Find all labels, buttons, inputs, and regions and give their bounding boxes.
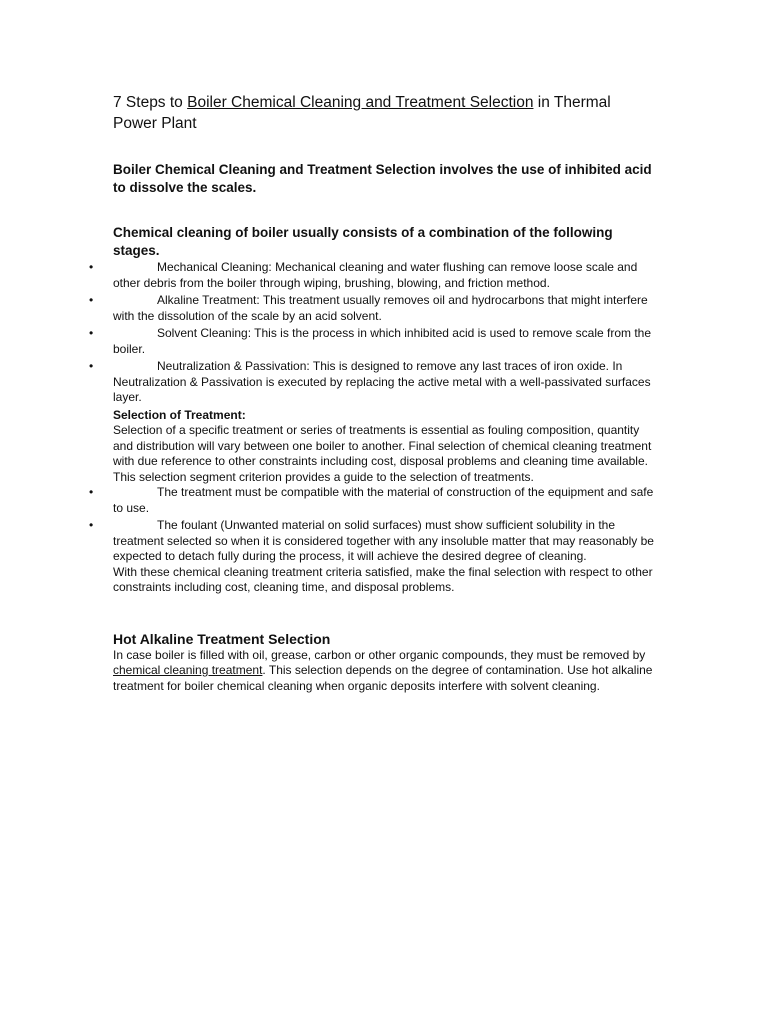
stages-heading: Chemical cleaning of boiler usually consists of a combination of the following stages. bbox=[113, 225, 613, 258]
bullet-icon: • bbox=[89, 518, 94, 532]
hot-alkaline-text: In case boiler is filled with oil, grease, carbon or other organic compounds, they must be removed by bbox=[113, 647, 646, 662]
list-item-text: Alkaline Treatment: This treatment usually removes oil and hydrocarbons that might interfere with the dissolution of the scale by an acid solvent. bbox=[113, 293, 648, 323]
title-prefix: 7 Steps to bbox=[113, 94, 188, 111]
list-item-text: Neutralization & Passivation: This is designed to remove any last traces of iron oxide. In Neutralization & Passivation is executed by replacing the active metal with a well-passivated surfaces layer. bbox=[113, 359, 651, 404]
list-item bbox=[89, 518, 658, 565]
title-link[interactable]: Boiler Chemical Cleaning and Treatment Selection bbox=[187, 94, 534, 111]
list-item-text: Solvent Cleaning: This is the process in which inhibited acid is used to remove scale from the boiler. bbox=[113, 326, 652, 356]
document-page bbox=[89, 92, 658, 694]
hot-alkaline-body bbox=[113, 648, 658, 695]
selection-body: Selection of a specific treatment or series of treatments is essential as fouling composition, quantity and distribution will vary between one boiler to another. Final selection of chemical cleaning treatment with due reference to other constraints including cost, disposal problems and cleaning time available. This selection segment criterion provides a guide to the selection of treatments. bbox=[113, 423, 652, 484]
bullet-icon: • bbox=[89, 293, 94, 307]
stages-list bbox=[89, 260, 658, 406]
bullet-icon: • bbox=[89, 485, 94, 499]
list-item bbox=[89, 326, 658, 357]
list-item bbox=[89, 260, 658, 291]
criteria-list bbox=[89, 485, 658, 565]
page-title bbox=[113, 92, 658, 134]
intro-paragraph: Boiler Chemical Cleaning and Treatment Selection involves the use of inhibited acid to dissolve the scales. bbox=[113, 162, 652, 195]
selection-heading: Selection of Treatment: bbox=[113, 407, 246, 422]
list-item-text: Mechanical Cleaning: Mechanical cleaning and water flushing can remove loose scale and other debris from the boiler through wiping, brushing, blowing, and friction method. bbox=[113, 260, 638, 290]
list-item-text: The foulant (Unwanted material on solid surfaces) must show sufficient solubility in the treatment selected so when it is considered together with any insoluble matter that may reasonably be expected to detach fully during the process, it will achieve the desired degree of cleaning. bbox=[113, 518, 654, 563]
list-item bbox=[89, 485, 658, 516]
hot-alkaline-heading: Hot Alkaline Treatment Selection bbox=[113, 630, 331, 647]
list-item bbox=[89, 359, 658, 406]
list-item-text: The treatment must be compatible with the material of construction of the equipment and safe to use. bbox=[113, 485, 654, 515]
selection-conclusion: With these chemical cleaning treatment criteria satisfied, make the final selection with respect to other constraints including cost, cleaning time, and disposal problems. bbox=[113, 564, 653, 594]
bullet-icon: • bbox=[89, 326, 94, 340]
bullet-icon: • bbox=[89, 260, 94, 274]
list-item bbox=[89, 293, 658, 324]
title-suffix: in Thermal Power Plant bbox=[113, 94, 611, 132]
bullet-icon: • bbox=[89, 359, 94, 373]
chemical-cleaning-link[interactable]: chemical cleaning treatment bbox=[113, 663, 263, 677]
hot-alkaline-text: . This selection depends on the degree of contamination. Use hot alkaline treatment for boiler chemical cleaning when organic deposits interfere with solvent cleaning. bbox=[113, 663, 653, 693]
